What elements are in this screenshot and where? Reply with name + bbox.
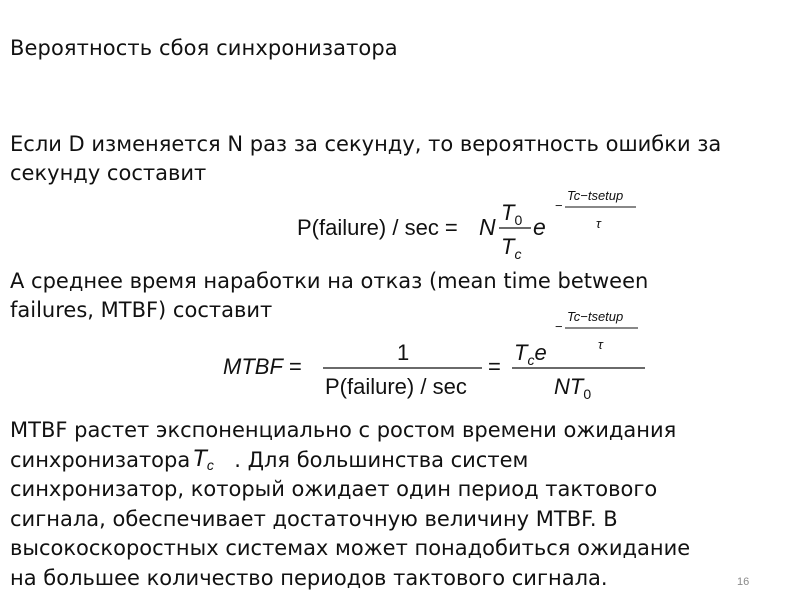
eq2-frac2-num-sub: c [527,352,535,368]
paragraph-line [10,446,690,476]
paragraph-line: синхронизатор, который ожидает один период тактового [10,477,658,501]
paragraph-line: высокоскоростных системах может понадобиться ожидание [10,536,691,560]
paragraph-line: MTBF растет экспоненциально с ростом времени ожидания [10,418,677,442]
paragraph-line: сигнала, обеспечивает достаточную величину MTBF. В [10,506,618,531]
paragraph-line: Если D изменяется N раз за секунду, то вероятность ошибки за [10,132,722,156]
eq2-frac1-den: P(failure) / sec [325,374,467,399]
eq1-exp-minus: − [555,198,563,213]
paragraph-text: . Для большинства систем [234,447,529,472]
eq2-frac2-num-main: T [514,340,528,365]
eq1-frac-num-sub: 0 [514,212,523,228]
eq1-exp-num: Tc−tsetup [567,188,624,203]
paragraph-line: failures, MTBF) составит [10,298,273,322]
eq1-e: e [533,214,546,240]
paragraph-line: А среднее время наработки на отказ (mean time between [10,269,649,293]
eq1-frac-den-sub: c [514,246,522,262]
page-number: 16 [737,576,750,588]
eq2-exp-minus: − [555,319,563,334]
paragraph-line: секунду составит [10,161,207,185]
eq2-frac1-num: 1 [397,340,410,365]
inline-tc-main: T [192,444,207,472]
eq1-n: N [479,214,496,240]
paragraph-text: синхронизатора [10,447,191,472]
eq2-frac2-den-sub: 0 [583,386,592,402]
paragraph-line: на большее количество периодов тактового сигнала. [10,565,608,590]
eq2-frac2-den-main: NT [554,374,584,399]
inline-tc-sub: c [206,456,214,473]
eq2-exp-num: Tc−tsetup [567,309,624,324]
eq2-equals: = [488,354,501,379]
paragraph-mtbf-conclusion [10,416,690,593]
eq2-frac2-den [554,374,591,402]
eq1-exp-den: τ [596,216,601,231]
eq1-frac-den-main: T [501,234,515,259]
eq2-frac2-num-e: e [534,340,547,365]
eq1-lhs: P(failure) / sec = [297,215,458,240]
eq2-lhs: MTBF = [223,354,302,379]
slide-title: Вероятность сбоя синхронизатора [10,36,398,60]
eq1-frac-num-main: T [501,200,515,225]
eq2-frac2-num [514,340,547,368]
eq2-exp-den: τ [598,337,603,352]
